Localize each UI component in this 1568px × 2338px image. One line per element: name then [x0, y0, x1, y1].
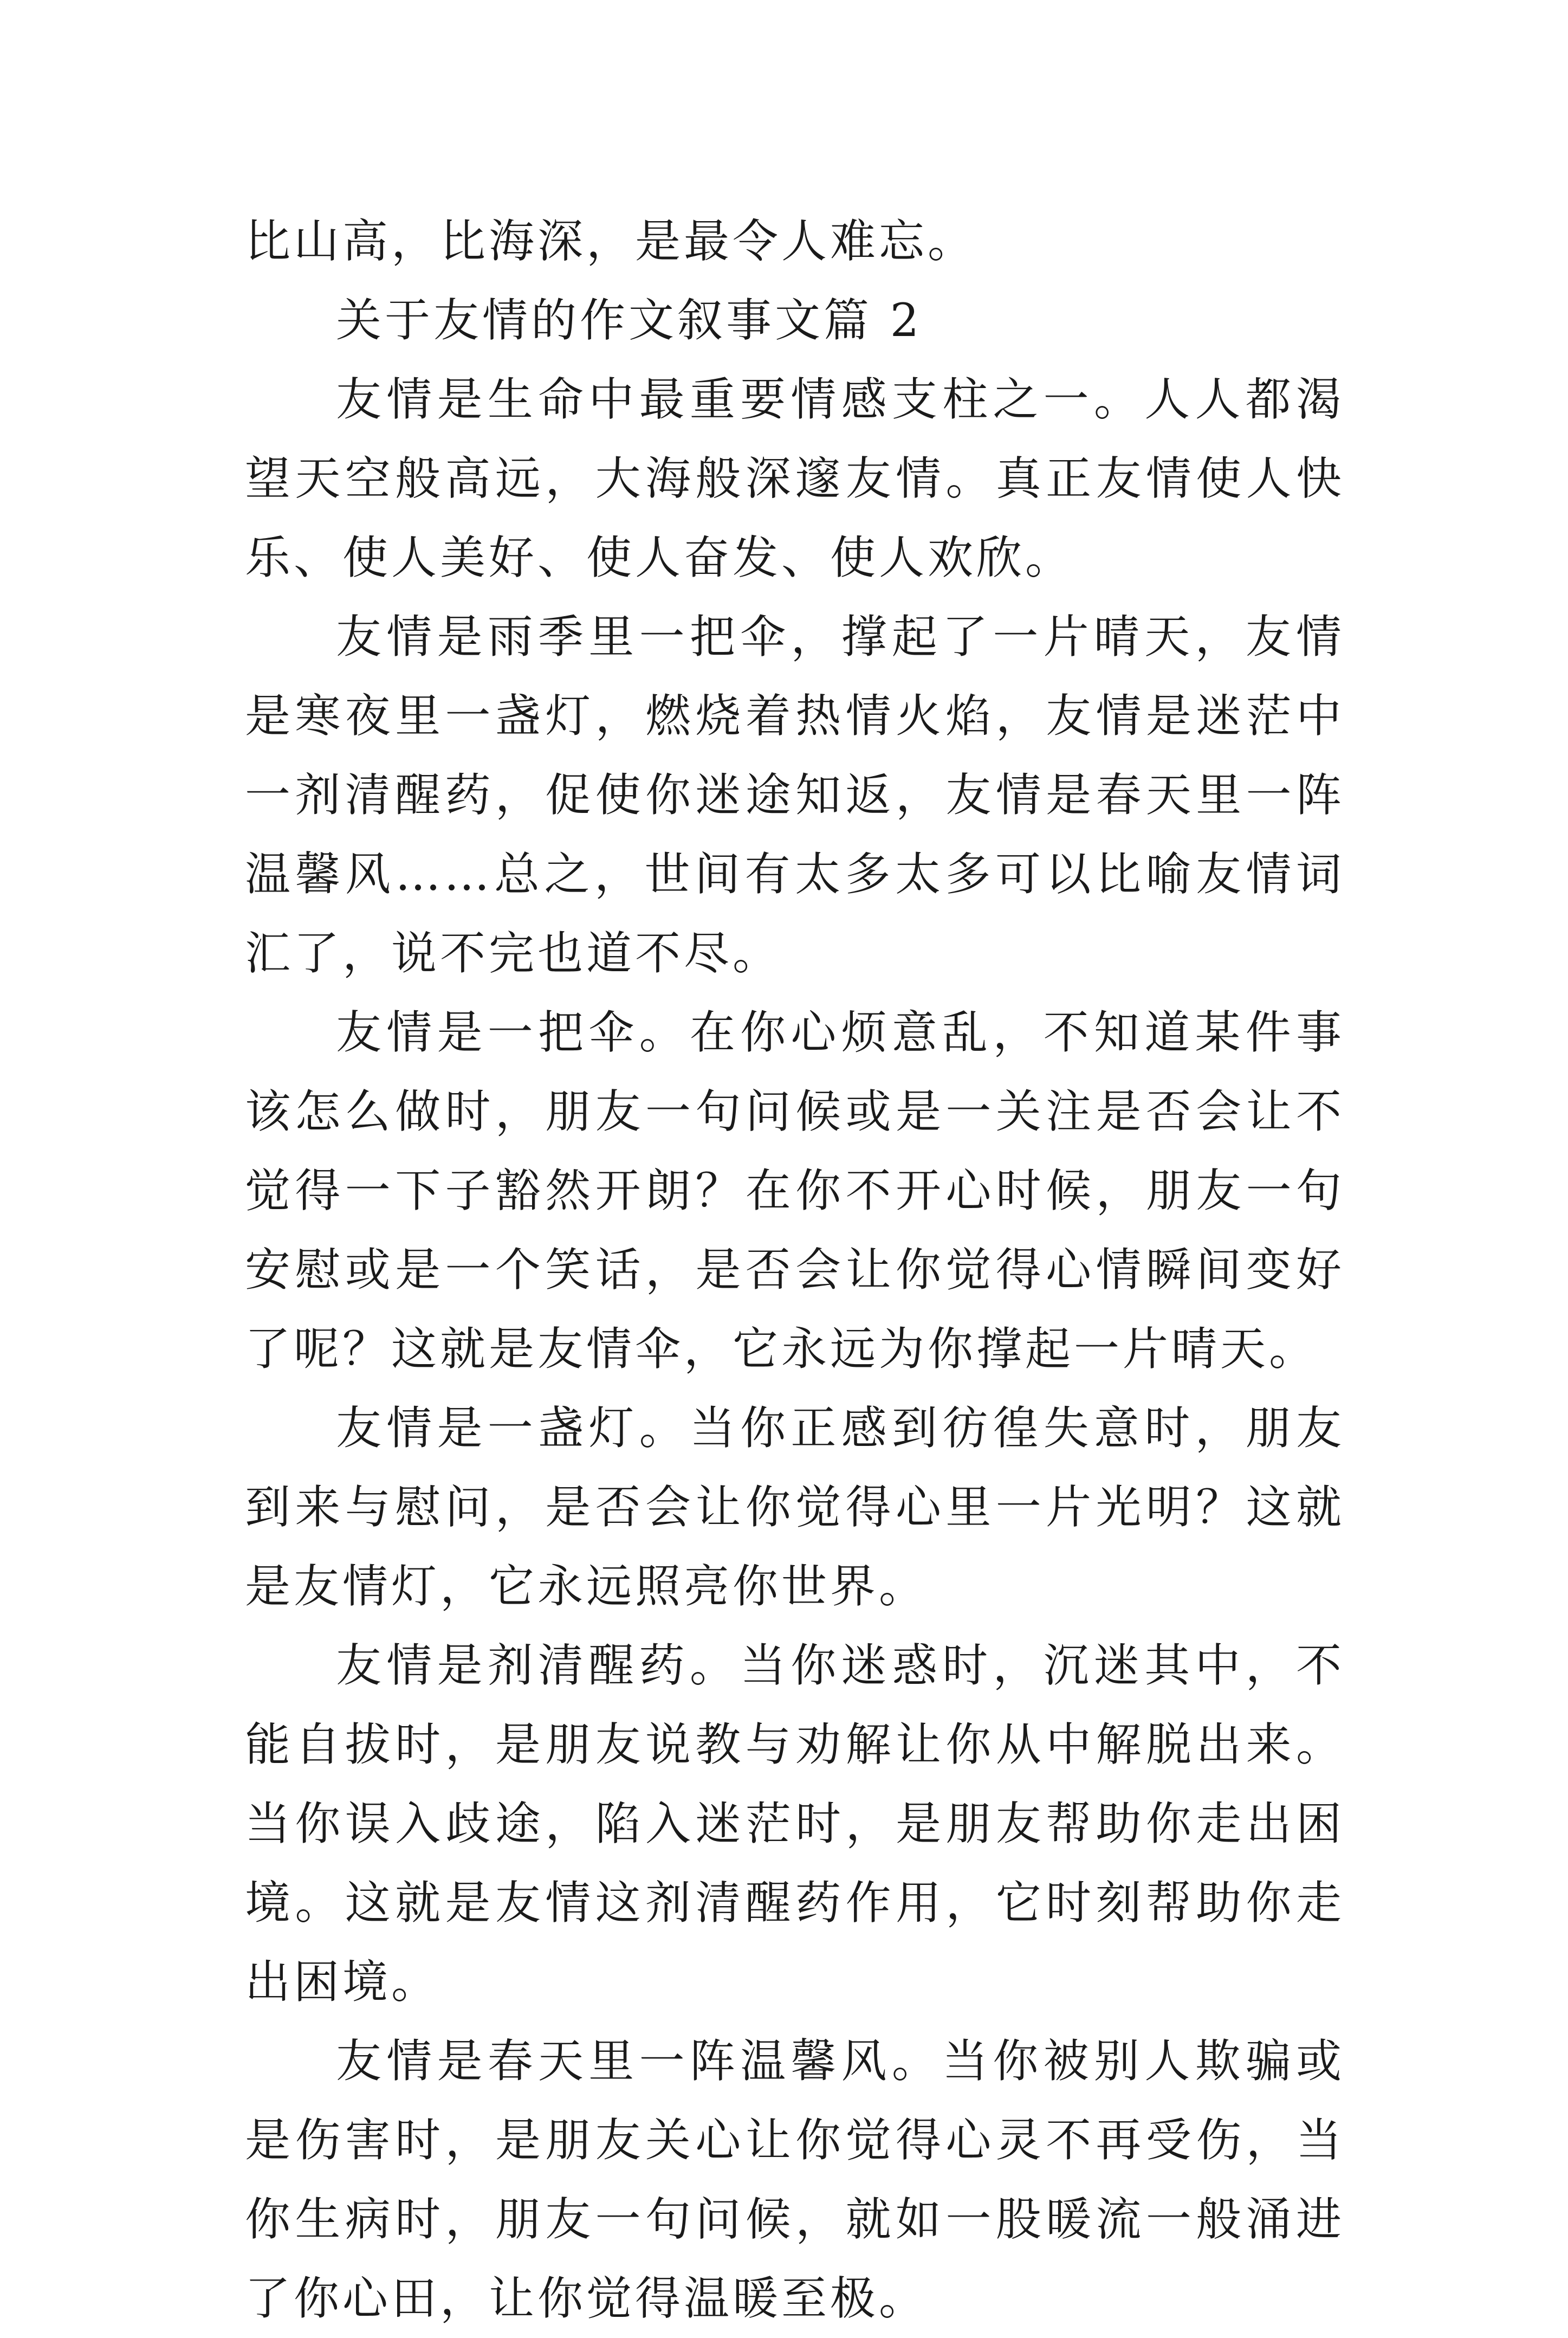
section-heading: 关于友情的作文叙事文篇 2 — [336, 294, 923, 347]
paragraph-continuation: 比山高，比海深，是最令人难忘。 — [245, 215, 977, 268]
paragraph: 友情是一盏灯。当你正感到彷徨失意时，朋友到来与慰问，是否会让你觉得心里一片光明？这就是友情灯，它永远照亮你世界。 — [245, 1401, 1345, 1613]
paragraph: 友情是生命中最重要情感支柱之一。人人都渴望天空般高远，大海般深邃友情。真正友情使人快乐、使人美好、使人奋发、使人欢欣。 — [245, 373, 1345, 584]
paragraph: 友情是春天里一阵温馨风。当你被别人欺骗或是伤害时，是朋友关心让你觉得心灵不再受伤，当你生病时，朋友一句问候，就如一股暖流一般涌进了你心田，让你觉得温暖至极。 — [245, 2035, 1345, 2325]
paragraph: 友情是雨季里一把伞，撑起了一片晴天，友情是寒夜里一盏灯，燃烧着热情火焰，友情是迷茫中一剂清醒药，促使你迷途知返，友情是春天里一阵温馨风……总之，世间有太多太多可以比喻友情词汇了，说不完也道不尽。 — [245, 610, 1345, 980]
paragraph: 友情是剂清醒药。当你迷惑时，沉迷其中，不能自拔时，是朋友说教与劝解让你从中解脱出来。当你误入歧途，陷入迷茫时，是朋友帮助你走出困境。这就是友情这剂清醒药作用，它时刻帮助你走出困境。 — [245, 1639, 1345, 2008]
document-body — [245, 202, 1345, 2338]
paragraph: 友情是一把伞。在你心烦意乱，不知道某件事该怎么做时，朋友一句问候或是一关注是否会让不觉得一下子豁然开朗？在你不开心时候，朋友一句安慰或是一个笑话，是否会让你觉得心情瞬间变好了呢？这就是友情伞，它永远为你撑起一片晴天。 — [245, 1006, 1345, 1375]
